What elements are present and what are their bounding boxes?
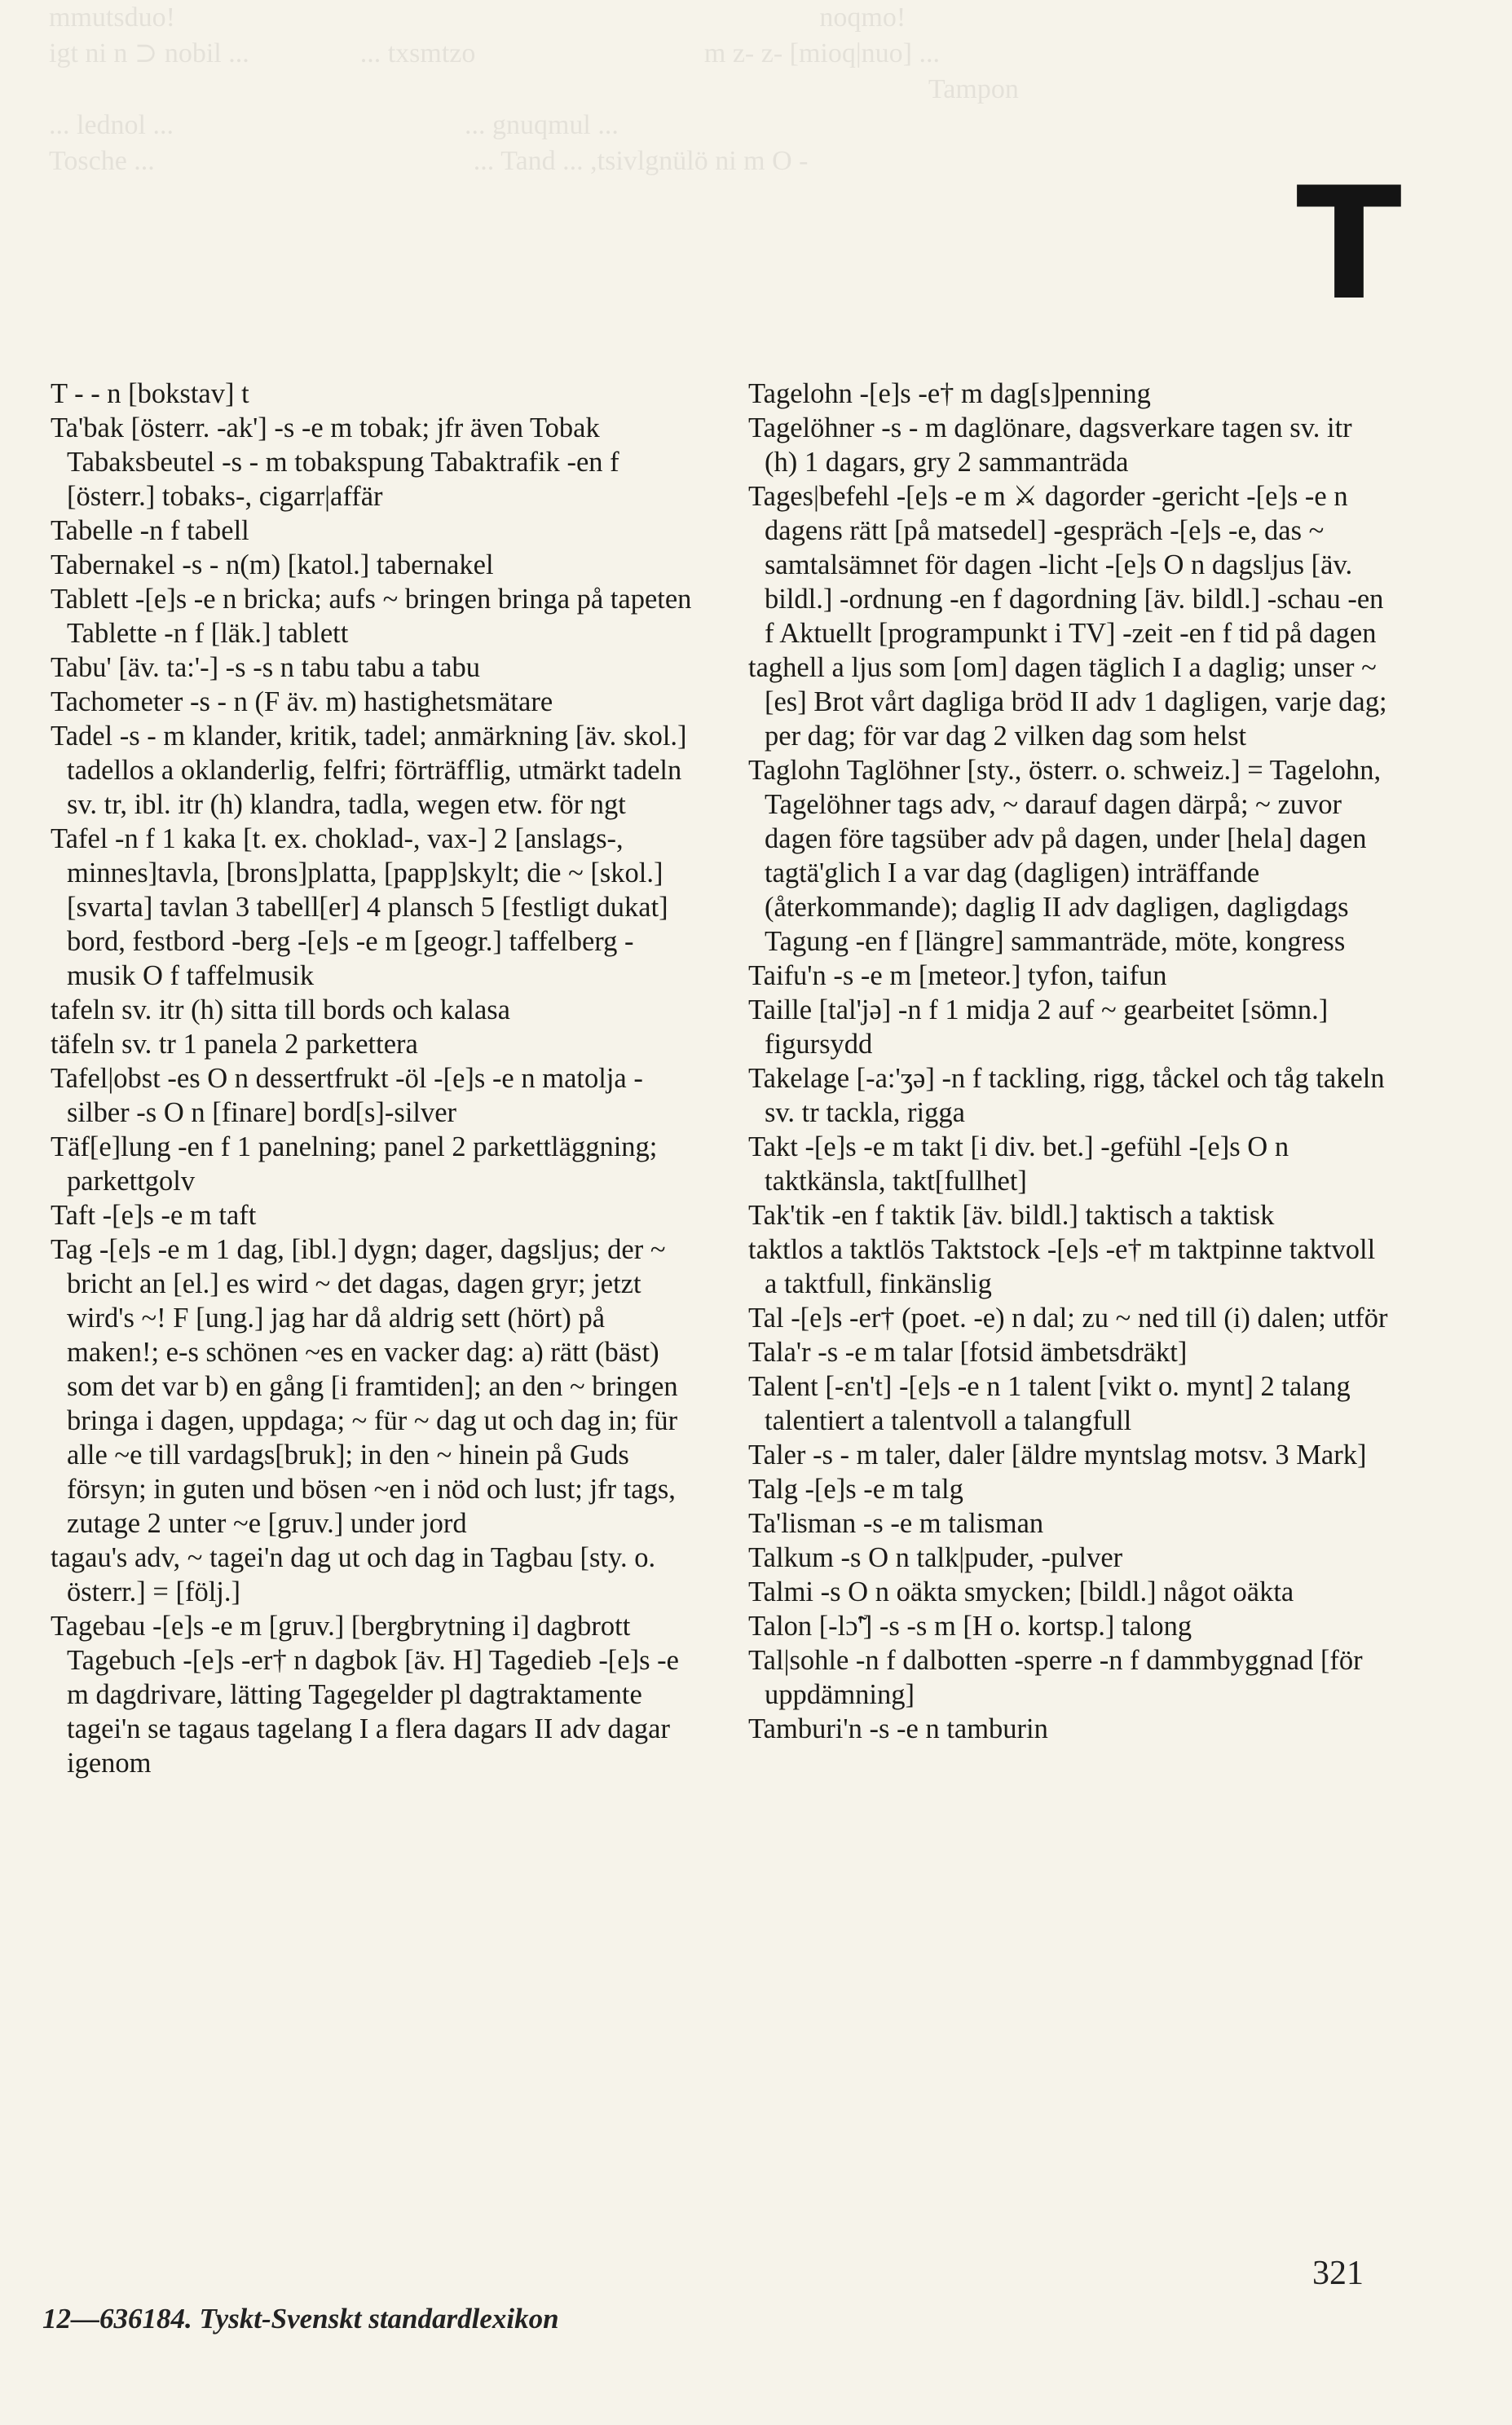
dictionary-entry: Taifu'n -s -e m [meteor.] tyfon, taifun	[748, 960, 1167, 991]
dictionary-entry: Talkum -s O n talk|puder, -pulver	[748, 1542, 1123, 1573]
dictionary-entry: Tala'r -s -e m talar [fotsid ämbetsdräkt]	[748, 1337, 1188, 1368]
dictionary-entry: täfeln sv. tr 1 panela 2 parkettera	[51, 1029, 418, 1060]
dictionary-entry: Ta'bak [österr. -ak'] -s -e m tobak; jfr även Tobak Tabaksbeutel -s - m tobakspung Tabaktrafik -en f [österr.] tobaks-, cigarr|affär	[51, 412, 619, 512]
dictionary-entry: tafeln sv. itr (h) sitta till bords och kalasa	[51, 994, 510, 1025]
dictionary-entry: Takelage [-a:'ʒə] -n f tackling, rigg, tåckel och tåg takeln sv. tr tackla, rigga	[748, 1063, 1385, 1128]
dictionary-entry: Tafel -n f 1 kaka [t. ex. choklad-, vax-] 2 [anslags-, minnes]tavla, [brons]platta, [papp]skylt; die ~ [skol.] [svarta] tavlan 3 tabell[er] 4 plansch 5 [festligt dukat] bord, festbord -berg -[e]s -e m [geogr.] taffelberg -musik O f taffelmusik	[51, 823, 668, 991]
dictionary-entry: Taler -s - m taler, daler [äldre myntslag motsv. 3 Mark]	[748, 1440, 1367, 1470]
dictionary-entry: taktlos a taktlös Taktstock -[e]s -e† m taktpinne taktvoll a taktfull, finkänslig	[748, 1234, 1376, 1299]
dictionary-entry: Tabelle -n f tabell	[51, 515, 249, 546]
dictionary-entry: Tal|sohle -n f dalbotten -sperre -n f dammbyggnad [för uppdämning]	[748, 1645, 1363, 1710]
dictionary-entry: Tablett -[e]s -e n bricka; aufs ~ bringen bringa på tapeten Tablette -n f [läk.] tablett	[51, 584, 692, 649]
right-column	[748, 377, 1391, 1746]
section-letter: T	[1296, 154, 1402, 334]
dictionary-entry: Tabernakel -s - n(m) [katol.] tabernakel	[51, 549, 494, 580]
dictionary-entry: tagau's adv, ~ tagei'n dag ut och dag in Tagbau [sty. o. österr.] = [följ.]	[51, 1542, 656, 1607]
dictionary-entry: Tagebau -[e]s -e m [gruv.] [bergbrytning i] dagbrott Tagebuch -[e]s -er† n dagbok [äv. H] Tagedieb -[e]s -e m dagdrivare, lätting Tagegelder pl dagtraktamente tagei'n se tagaus tagelang I a flera dagars II adv dagar igenom	[51, 1611, 679, 1779]
dictionary-entry: Talmi -s O n oäkta smycken; [bildl.] något oäkta	[748, 1576, 1294, 1607]
dictionary-entry: Tagelöhner -s - m daglönare, dagsverkare tagen sv. itr (h) 1 dagars, gry 2 sammanträda	[748, 412, 1352, 478]
dictionary-entry: Talent [-ɛn't] -[e]s -e n 1 talent [vikt o. mynt] 2 talang talentiert a talentvoll a talangfull	[748, 1371, 1351, 1436]
page-number: 321	[1312, 2255, 1364, 2292]
dictionary-entry: Taft -[e]s -e m taft	[51, 1200, 257, 1231]
dictionary-entry: Talon [-lɔ̃'] -s -s m [H o. kortsp.] talong	[748, 1611, 1192, 1642]
dictionary-entry: Taglohn Taglöhner [sty., österr. o. schweiz.] = Tagelohn, Tagelöhner tags adv, ~ darauf dagen därpå; ~ zuvor dagen före tagsüber adv på dagen, under [hela] dagen tagtä'glich I a var dag (dagligen) inträffande (återkommande); daglig II adv dagligen, dagligdags Tagung -en f [längre] sammanträde, möte, kongress	[748, 755, 1382, 957]
left-column	[51, 377, 693, 1780]
dictionary-entry: taghell a ljus som [om] dagen täglich I a daglig; unser ~[es] Brot vårt dagliga bröd II adv 1 dagligen, varje dag; per dag; för var dag 2 vilken dag som helst	[748, 652, 1387, 752]
dictionary-entry: Tal -[e]s -er† (poet. -e) n dal; zu ~ ned till (i) dalen; utför	[748, 1303, 1388, 1334]
source-footer: 12—636184. Tyskt-Svenskt standardlexikon	[42, 2303, 559, 2335]
dictionary-entry: Ta'lisman -s -e m talisman	[748, 1508, 1044, 1539]
dictionary-entry: Tabu' [äv. ta:'-] -s -s n tabu tabu a tabu	[51, 652, 481, 683]
dictionary-entry: Tagelohn -[e]s -e† m dag[s]penning	[748, 378, 1151, 409]
dictionary-entry: Tadel -s - m klander, kritik, tadel; anmärkning [äv. skol.] tadellos a oklanderlig, felfri; förträfflig, utmärkt tadeln sv. tr, ibl. itr (h) klandra, tadla, wegen etw. för ngt	[51, 721, 687, 820]
bleed-through-text: mmutsduo! noqmo! igt ni n ⊃ nobil ... ... txsmtzo m z- z- [mioq|nuo] ... Tampon ... lednol ... ... gnuqmul ... Tosche ... ... Tand ... ,tsivlgnülö ni m O -	[49, 2, 1019, 176]
dictionary-entry: T - - n [bokstav] t	[51, 378, 249, 409]
dictionary-entry: Tachometer -s - n (F äv. m) hastighetsmätare	[51, 686, 553, 717]
dictionary-entry: Takt -[e]s -e m takt [i div. bet.] -gefühl -[e]s O n taktkänsla, takt[fullhet]	[748, 1131, 1289, 1197]
dictionary-entry: Tamburi'n -s -e n tamburin	[748, 1713, 1048, 1744]
dictionary-entry: Taille [tal'jə] -n f 1 midja 2 auf ~ gearbeitet [sömn.] figursydd	[748, 994, 1329, 1060]
dictionary-entry: Tak'tik -en f taktik [äv. bildl.] taktisch a taktisk	[748, 1200, 1275, 1231]
dictionary-entry: Tag -[e]s -e m 1 dag, [ibl.] dygn; dager, dagsljus; der ~ bricht an [el.] es wird ~ det dagas, dagen gryr; jetzt wird's ~! F [ung.] jag har då aldrig sett (hört) på maken!; e-s schönen ~es en vacker dag: a) rätt (bäst) som det var b) en gång [i framtiden]; an den ~ bringen bringa i dagen, uppdaga; ~ für ~ dag ut och dag in; für alle ~e till vardags[bruk]; in den ~ hinein på Guds försyn; in guten und bösen ~en i nöd och lust; jfr tags, zutage 2 unter ~e [gruv.] under jord	[51, 1234, 678, 1539]
dictionary-entry: Tafel|obst -es O n dessertfrukt -öl -[e]s -e n matolja -silber -s O n [finare] bord[s]-silver	[51, 1063, 643, 1128]
dictionary-entry: Talg -[e]s -e m talg	[748, 1474, 963, 1505]
dictionary-entry: Täf[e]lung -en f 1 panelning; panel 2 parkettläggning; parkettgolv	[51, 1131, 658, 1197]
dictionary-entry: Tages|befehl -[e]s -e m ⚔ dagorder -gericht -[e]s -e n dagens rätt [på matsedel] -gespräch -[e]s -e, das ~ samtalsämnet för dagen -licht -[e]s O n dagsljus [äv. bildl.] -ordnung -en f dagordning [äv. bildl.] -schau -en f Aktuellt [programpunkt i TV] -zeit -en f tid på dagen	[748, 481, 1384, 649]
